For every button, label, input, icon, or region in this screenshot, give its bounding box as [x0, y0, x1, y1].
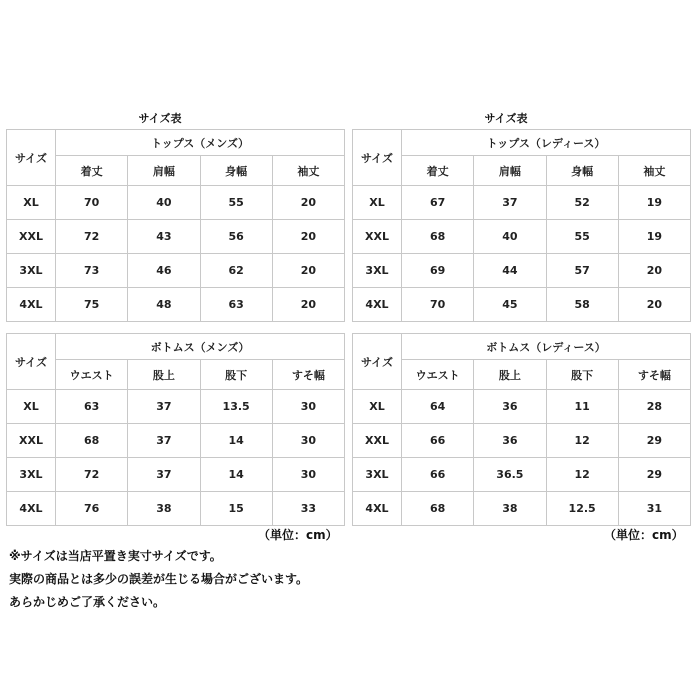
value-cell: 38 — [474, 492, 546, 526]
value-cell: 29 — [618, 458, 690, 492]
value-cell: 20 — [272, 288, 344, 322]
value-cell: 31 — [618, 492, 690, 526]
value-cell: 14 — [200, 458, 272, 492]
value-cell: 30 — [272, 424, 344, 458]
value-cell: 37 — [128, 458, 200, 492]
size-cell: XXL — [7, 220, 56, 254]
size-cell: 4XL — [7, 288, 56, 322]
column-header: 着丈 — [56, 156, 128, 186]
value-cell: 45 — [474, 288, 546, 322]
table-row — [353, 254, 691, 288]
table-row — [7, 492, 345, 526]
size-cell: XL — [7, 390, 56, 424]
notes — [9, 545, 308, 614]
value-cell: 37 — [128, 390, 200, 424]
value-cell: 36 — [474, 390, 546, 424]
size-chart-heading-left: サイズ表 — [138, 112, 182, 125]
note-line: 実際の商品とは多少の誤差が生じる場合がございます。 — [9, 572, 309, 586]
bottoms-ladies-table — [352, 333, 691, 526]
column-header: 身幅 — [546, 156, 618, 186]
size-header: サイズ — [353, 130, 402, 186]
table-title: トップス（レディース） — [402, 130, 691, 156]
value-cell: 76 — [56, 492, 128, 526]
value-cell: 48 — [128, 288, 200, 322]
size-cell: 4XL — [353, 288, 402, 322]
value-cell: 12.5 — [546, 492, 618, 526]
value-cell: 44 — [474, 254, 546, 288]
value-cell: 64 — [402, 390, 474, 424]
value-cell: 55 — [546, 220, 618, 254]
size-cell: 4XL — [7, 492, 56, 526]
value-cell: 30 — [272, 390, 344, 424]
table-row — [7, 288, 345, 322]
value-cell: 38 — [128, 492, 200, 526]
size-cell: 3XL — [7, 254, 56, 288]
value-cell: 63 — [56, 390, 128, 424]
value-cell: 43 — [128, 220, 200, 254]
value-cell: 20 — [618, 288, 690, 322]
value-cell: 36.5 — [474, 458, 546, 492]
tops-ladies-table — [352, 129, 691, 322]
size-cell: 3XL — [353, 458, 402, 492]
value-cell: 66 — [402, 458, 474, 492]
column-header: 着丈 — [402, 156, 474, 186]
value-cell: 68 — [402, 220, 474, 254]
value-cell: 37 — [128, 424, 200, 458]
value-cell: 66 — [402, 424, 474, 458]
value-cell: 33 — [272, 492, 344, 526]
value-cell: 29 — [618, 424, 690, 458]
value-cell: 68 — [56, 424, 128, 458]
value-cell: 56 — [200, 220, 272, 254]
value-cell: 28 — [618, 390, 690, 424]
value-cell: 19 — [618, 220, 690, 254]
table-row — [353, 220, 691, 254]
column-header: 袖丈 — [618, 156, 690, 186]
column-header: ウエスト — [402, 360, 474, 390]
unit-note-left: （単位：cm） — [258, 528, 338, 542]
value-cell: 70 — [56, 186, 128, 220]
size-header: サイズ — [353, 334, 402, 390]
value-cell: 20 — [272, 254, 344, 288]
value-cell: 40 — [128, 186, 200, 220]
value-cell: 52 — [546, 186, 618, 220]
column-header: 股下 — [200, 360, 272, 390]
table-row — [7, 390, 345, 424]
value-cell: 15 — [200, 492, 272, 526]
size-cell: 3XL — [7, 458, 56, 492]
size-chart-heading-right: サイズ表 — [484, 112, 528, 125]
column-header: 身幅 — [200, 156, 272, 186]
value-cell: 14 — [200, 424, 272, 458]
size-cell: XXL — [353, 424, 402, 458]
size-cell: 3XL — [353, 254, 402, 288]
table-row — [353, 288, 691, 322]
value-cell: 20 — [272, 220, 344, 254]
value-cell: 19 — [618, 186, 690, 220]
column-header: 肩幅 — [128, 156, 200, 186]
value-cell: 68 — [402, 492, 474, 526]
table-row — [7, 220, 345, 254]
value-cell: 72 — [56, 458, 128, 492]
value-cell: 62 — [200, 254, 272, 288]
column-header: 肩幅 — [474, 156, 546, 186]
table-row — [353, 492, 691, 526]
table-row — [353, 186, 691, 220]
value-cell: 70 — [402, 288, 474, 322]
table-row — [7, 458, 345, 492]
note-line: あらかじめご了承ください。 — [9, 595, 166, 609]
table-row — [353, 458, 691, 492]
value-cell: 30 — [272, 458, 344, 492]
value-cell: 58 — [546, 288, 618, 322]
table-title: ボトムス（メンズ） — [56, 334, 345, 360]
size-cell: 4XL — [353, 492, 402, 526]
value-cell: 75 — [56, 288, 128, 322]
column-header: 袖丈 — [272, 156, 344, 186]
value-cell: 36 — [474, 424, 546, 458]
value-cell: 55 — [200, 186, 272, 220]
value-cell: 67 — [402, 186, 474, 220]
value-cell: 72 — [56, 220, 128, 254]
table-row — [7, 424, 345, 458]
unit-note-right: （単位：cm） — [604, 528, 684, 542]
column-header: 股上 — [474, 360, 546, 390]
value-cell: 63 — [200, 288, 272, 322]
table-title: トップス（メンズ） — [56, 130, 345, 156]
value-cell: 46 — [128, 254, 200, 288]
table-row — [7, 254, 345, 288]
column-header: すそ幅 — [272, 360, 344, 390]
table-title: ボトムス（レディース） — [402, 334, 691, 360]
size-cell: XL — [353, 390, 402, 424]
column-header: ウエスト — [56, 360, 128, 390]
size-header: サイズ — [7, 130, 56, 186]
column-header: すそ幅 — [618, 360, 690, 390]
column-header: 股上 — [128, 360, 200, 390]
note-line: ※サイズは当店平置き実寸サイズです。 — [9, 549, 222, 563]
column-header: 股下 — [546, 360, 618, 390]
value-cell: 20 — [272, 186, 344, 220]
value-cell: 73 — [56, 254, 128, 288]
size-cell: XXL — [353, 220, 402, 254]
value-cell: 20 — [618, 254, 690, 288]
table-row — [7, 186, 345, 220]
value-cell: 40 — [474, 220, 546, 254]
value-cell: 11 — [546, 390, 618, 424]
size-cell: XXL — [7, 424, 56, 458]
value-cell: 57 — [546, 254, 618, 288]
value-cell: 13.5 — [200, 390, 272, 424]
size-cell: XL — [353, 186, 402, 220]
table-row — [353, 424, 691, 458]
size-header: サイズ — [7, 334, 56, 390]
value-cell: 12 — [546, 458, 618, 492]
value-cell: 69 — [402, 254, 474, 288]
bottoms-mens-table — [6, 333, 345, 526]
size-cell: XL — [7, 186, 56, 220]
value-cell: 37 — [474, 186, 546, 220]
tops-mens-table — [6, 129, 345, 322]
table-row — [353, 390, 691, 424]
value-cell: 12 — [546, 424, 618, 458]
